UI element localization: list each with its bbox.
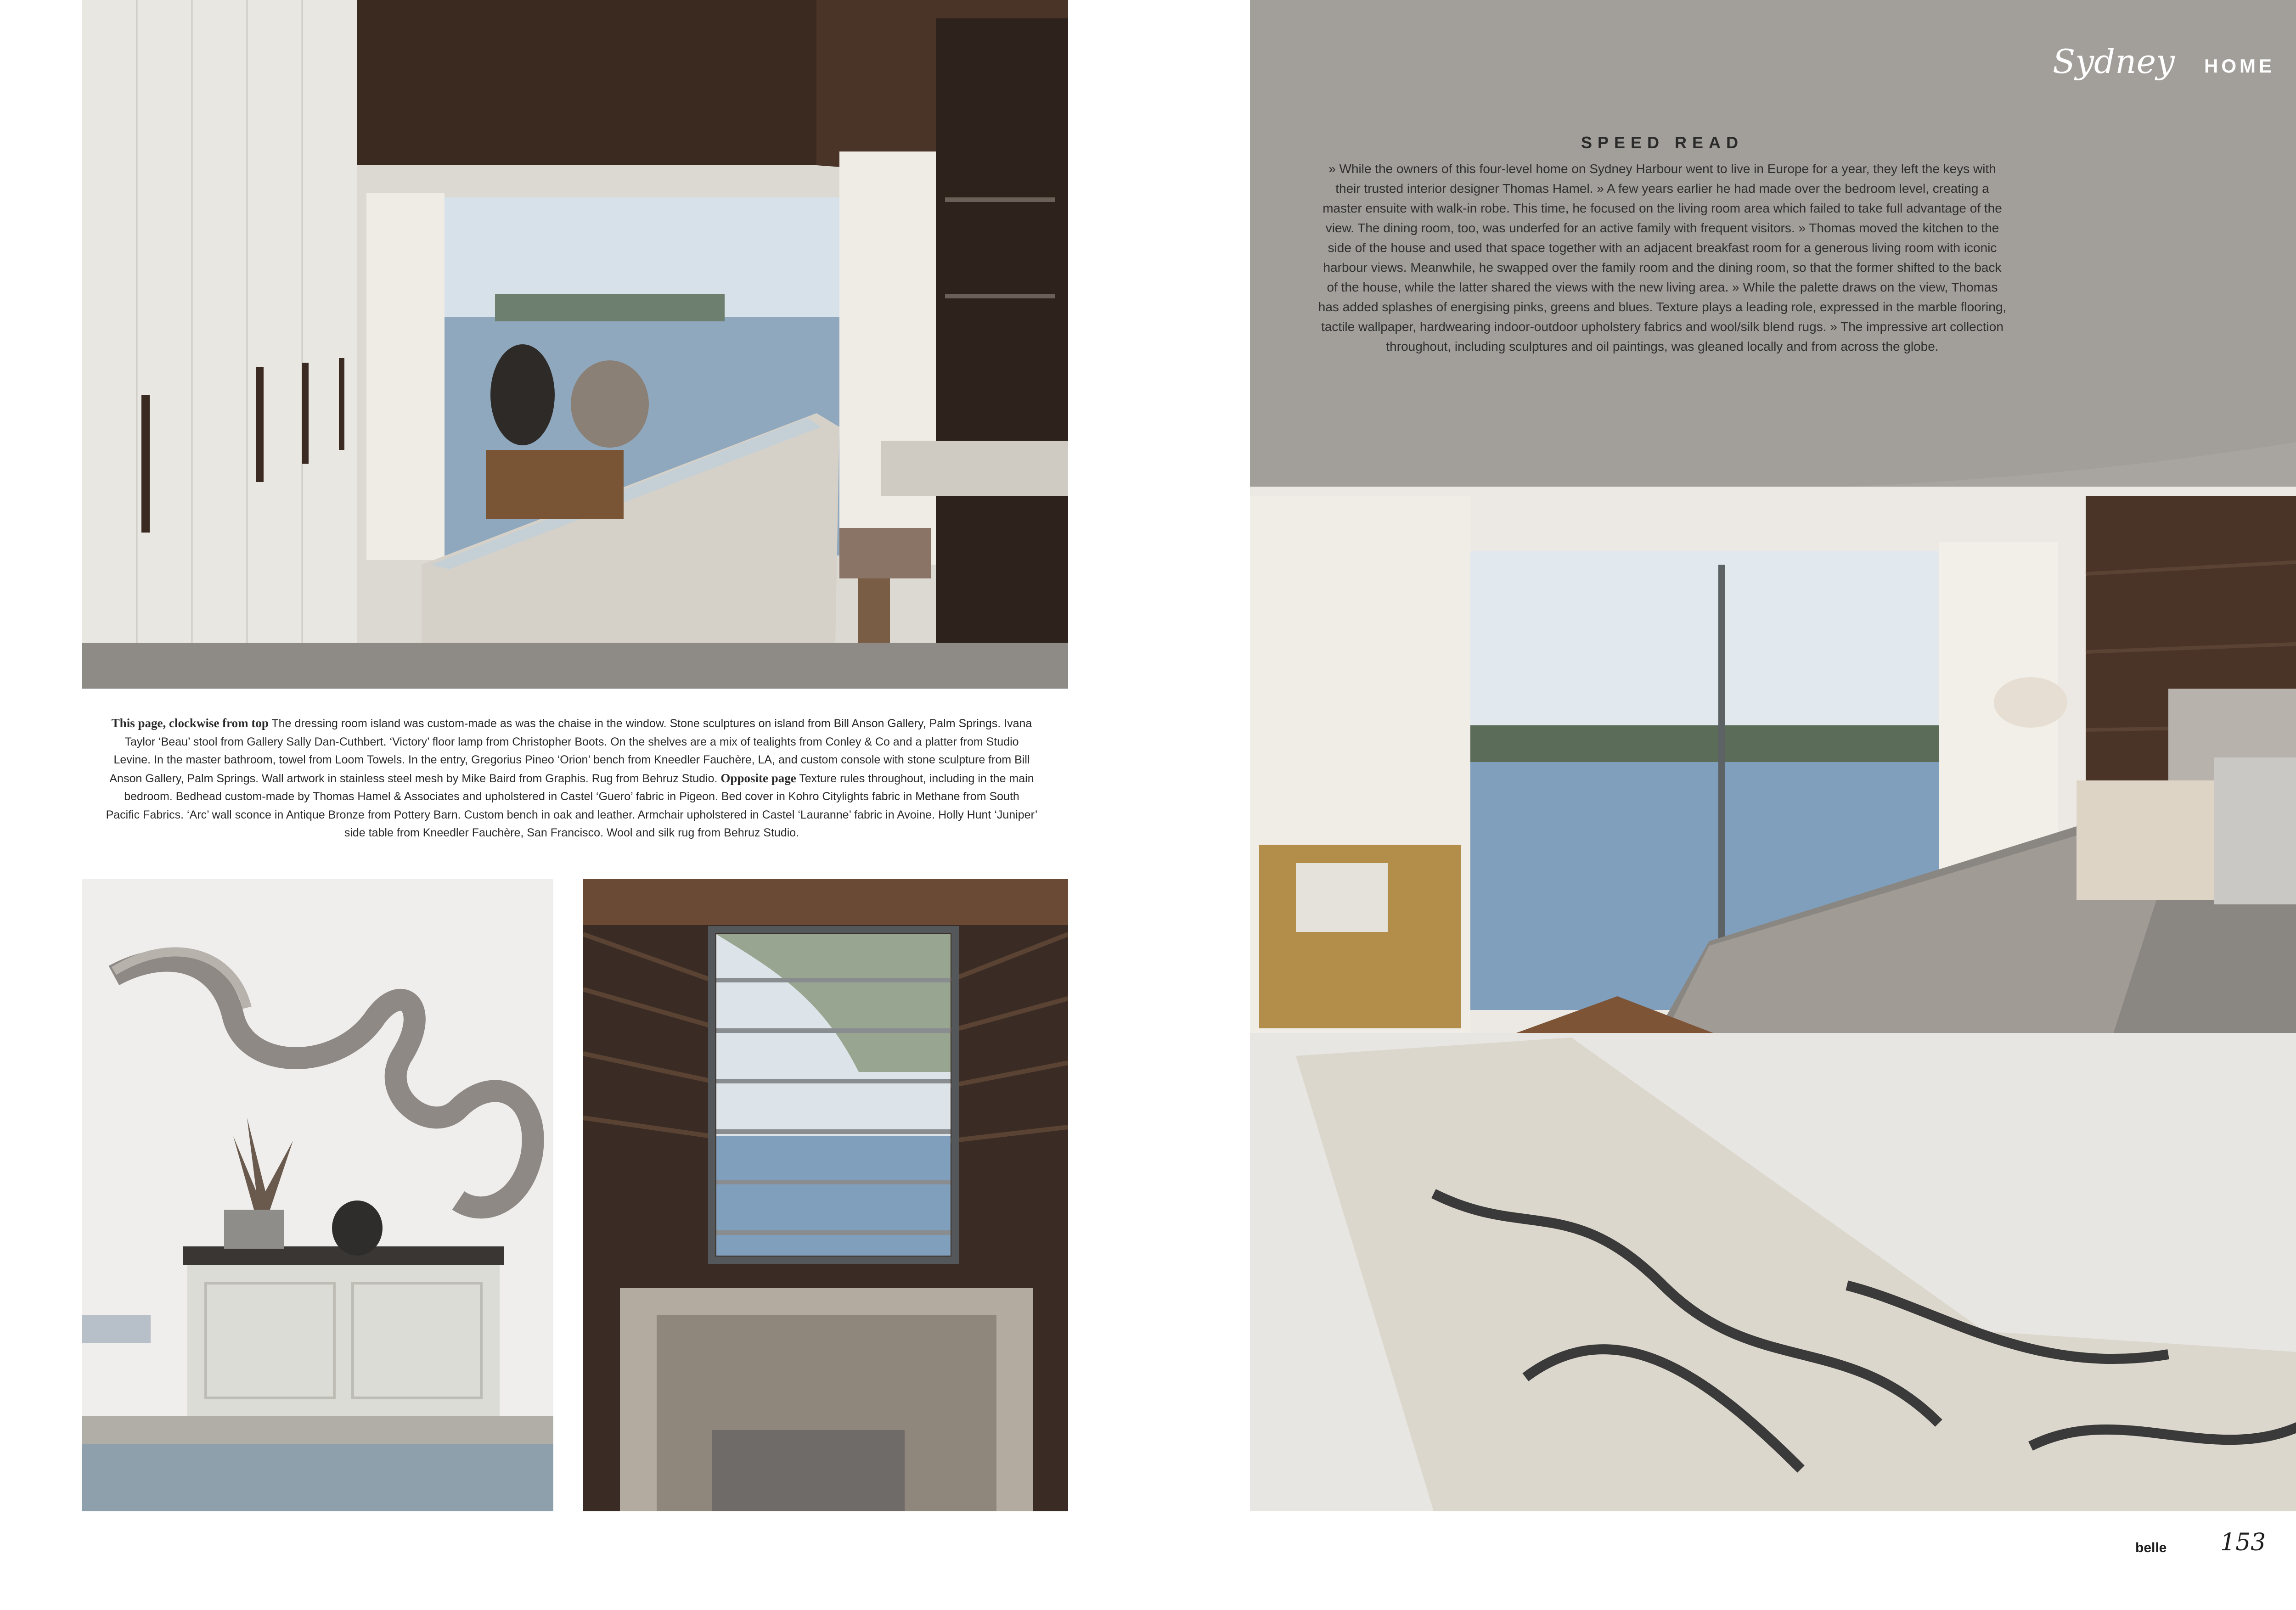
speed-read-body: » While the owners of this four-level home on Sydney Harbour went to live in Europe for a year, they left the keys with their trusted interior designer Thomas Hamel. » A few years earlier he had made over the bedroom level, creating a master ensuite with walk-in robe. This time, he focused on the living room area which failed to take full advantage of the view. The dining room, too, was underfed for an active family with frequent visitors. » Thomas moved the kitchen to the side of the house and used that space together with an adjacent breakfast room for a generous living room with iconic harbour views. Meanwhile, he swapped over the family room and the dining room, so that the former shifted to the back of the house, while the latter shared the views with the new living area. » While the palette draws on the view, Thomas has added splashes of energising pinks, greens and blues. Texture plays a leading role, expressed in the marble flooring, tactile wallpaper, hardwearing indoor-outdoor upholstery fabrics and wool/silk blend rugs. » The impressive art collection throughout, including sculptures and oil paintings, was gleaned locally and from across the globe. xyxy=(1318,162,2007,353)
caption-opposite-lead: Opposite page xyxy=(720,771,796,785)
photo-caption xyxy=(106,714,1038,842)
magazine-name: belle xyxy=(2135,1540,2167,1555)
section-city-label: Sydney xyxy=(2053,42,2175,81)
sculpture-wall-photo xyxy=(82,879,553,1511)
caption-text-2: Texture rules throughout, including in the main bedroom. Bedhead custom-made by Thomas Hamel & Associates and upholstered in Castel ‘Guero’ fabric in Pigeon. Bed cover in Kohro Citylights fabric in Methane from South Pacific Fabrics. ‘Arc’ wall sconce in Antique Bronze from Pottery Barn. Custom bench in oak and leather. Armchair upholstered in Castel ‘Lauranne’ fabric in Avoine. Holly Hunt ‘Juniper’ side table from Kneedler Fauchère, San Francisco. Wool and silk rug from Behruz Studio. xyxy=(106,772,1038,839)
caption-lead: This page, clockwise from top xyxy=(111,716,269,730)
bathroom-photo xyxy=(583,879,1068,1511)
page-number: 153 xyxy=(2220,1529,2266,1556)
section-label: HOME xyxy=(2204,55,2275,77)
speed-read-title: SPEED READ xyxy=(1581,133,1744,152)
caption-text-1: The dressing room island was custom-made as was the chaise in the window. Stone sculptures on island from Bill Anson Gallery, Palm Springs. Ivana Taylor ‘Beau’ stool from Gallery Sally Dan-Cuthbert. ‘Victory’ floor lamp from Christopher Boots. On the shelves are a mix of tealights from Conley & Co and a platter from Studio Levine. In the master bathroom, towel from Loom Towels. In the entry, Gregorius Pineo ‘Orion’ bench from Kneedler Fauchère, LA, and custom console with stone sculpture from Bill Anson Gallery, Palm Springs. Wall artwork in stainless steel mesh by Mike Baird from Graphis. Rug from Behruz Studio. xyxy=(109,717,1032,785)
dressing-room-photo xyxy=(82,0,1068,689)
